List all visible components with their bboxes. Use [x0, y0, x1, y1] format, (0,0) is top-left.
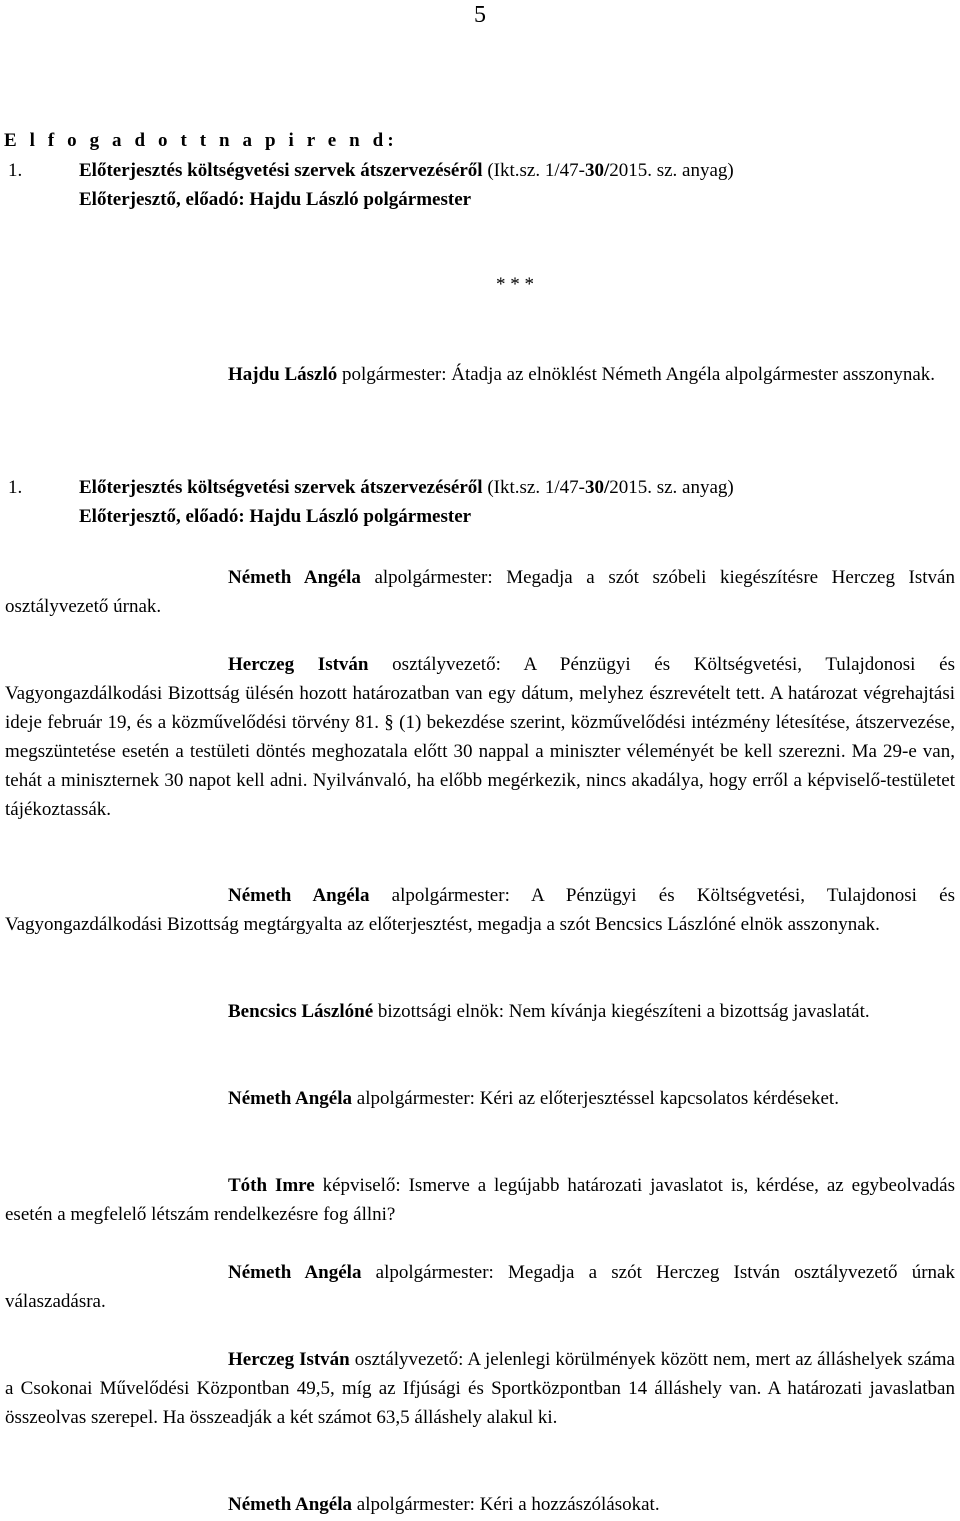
paragraph-text: alpolgármester: Megadja a szót szóbeli kiegészítésre Herczeg István osztályvezető úrnak. [5, 567, 955, 617]
speaker-name: Németh Angéla [228, 1088, 353, 1109]
paragraph-text: alpolgármester: Megadja a szót Herczeg István osztályvezető úrnak válaszadásra. [5, 1262, 955, 1312]
speaker-name: Németh Angéla [228, 1262, 362, 1283]
paragraph-9 [5, 1345, 955, 1432]
page-number: 5 [474, 2, 486, 28]
paragraph-10 [5, 1490, 955, 1519]
agenda-item-ref-prefix: (Ikt.sz. 1/47- [482, 160, 585, 181]
speaker-name: Bencsics Lászlóné [228, 1001, 374, 1022]
paragraph-text: osztályvezető: A jelenlegi körülmények között nem, mert az álláshelyek száma a Csokonai Művelődési Központban 49,5, míg az Ifjúsági és Sportközpontban 14 álláshely van. A határozati javaslatban összeolvas szerepel. Ha összeadják a két számot 63,5 álláshely alakul ki. [5, 1349, 955, 1428]
agenda-item-title-bold: Előterjesztés költségvetési szervek átszervezéséről [79, 160, 483, 181]
speaker-name: Herczeg István [228, 654, 369, 675]
item-number: 1. [8, 477, 23, 498]
agenda-item-number: 1. [8, 160, 23, 181]
speaker-name: Németh Angéla [228, 1494, 353, 1515]
agenda-item-title [8, 158, 734, 184]
paragraph-4 [5, 881, 955, 939]
paragraph-text: alpolgármester: A Pénzügyi és Költségvetési, Tulajdonosi és Vagyongazdálkodási Bizottság megtárgyalta az előterjesztést, megadja a szót Bencsics Lászlóné elnök asszonynak. [5, 885, 955, 935]
paragraph-text: polgármester: Átadja az elnöklést Németh Angéla alpolgármester asszonynak. [337, 364, 936, 385]
paragraph-7 [5, 1171, 955, 1229]
item-ref-suffix: 2015. sz. anyag) [609, 477, 734, 498]
speaker-name: Hajdu László [228, 364, 338, 385]
agenda-heading: E l f o g a d o t t n a p i r e n d: [4, 130, 398, 151]
item-ref-bold: 30/ [584, 477, 610, 498]
speaker-name: Németh Angéla [228, 885, 370, 906]
item-ref-prefix: (Ikt.sz. 1/47- [482, 477, 585, 498]
paragraph-text: osztályvezető: A Pénzügyi és Költségvetési, Tulajdonosi és Vagyongazdálkodási Bizottság ülésén hozott határozatban van egy dátum, melyhez észrevételt tett. A határozat végrehajtási ideje február 19, és a közművelődési törvény 81. § (1) bekezdése szerint, közművelődési intézmény létesítése, átszervezése, megszüntetése esetén a testületi döntés meghozatala előtt 30 nappal a miniszter véleményét be kell szerezni. Ma 29-e van, tehát a miniszternek 30 napot kell adni. Nyilvánvaló, ha előbb megérkezik, nincs akadálya, hogy erről a képviselő-testületet tájékoztassák. [5, 654, 955, 820]
speaker-name: Németh Angéla [228, 567, 361, 588]
item-title-bold: Előterjesztés költségvetési szervek átszervezéséről [79, 477, 483, 498]
paragraph-5 [5, 997, 955, 1026]
agenda-item-ref-bold: 30/ [584, 160, 610, 181]
speaker-name: Tóth Imre [228, 1175, 315, 1196]
paragraph-text: alpolgármester: Kéri az előterjesztéssel kapcsolatos kérdéseket. [352, 1088, 839, 1109]
separator: * * * [496, 274, 534, 295]
paragraph-text: alpolgármester: Kéri a hozzászólásokat. [352, 1494, 660, 1515]
paragraph-3 [5, 650, 955, 824]
agenda-item-ref-suffix: 2015. sz. anyag) [609, 160, 734, 181]
agenda-item-presenter: Előterjesztő, előadó: Hajdu László polgármester [79, 189, 472, 210]
item-title [8, 475, 734, 501]
paragraph-6 [5, 1084, 955, 1113]
paragraph-1 [5, 360, 955, 389]
paragraph-2 [5, 563, 955, 621]
speaker-name: Herczeg István [228, 1349, 350, 1370]
paragraph-text: bizottsági elnök: Nem kívánja kiegészíteni a bizottság javaslatát. [373, 1001, 870, 1022]
paragraph-8 [5, 1258, 955, 1316]
item-presenter: Előterjesztő, előadó: Hajdu László polgármester [79, 506, 472, 527]
paragraph-text: képviselő: Ismerve a legújabb határozati javaslatot is, kérdése, az egybeolvadás esetén a megfelelő létszám rendelkezésre fog állni? [5, 1175, 955, 1225]
